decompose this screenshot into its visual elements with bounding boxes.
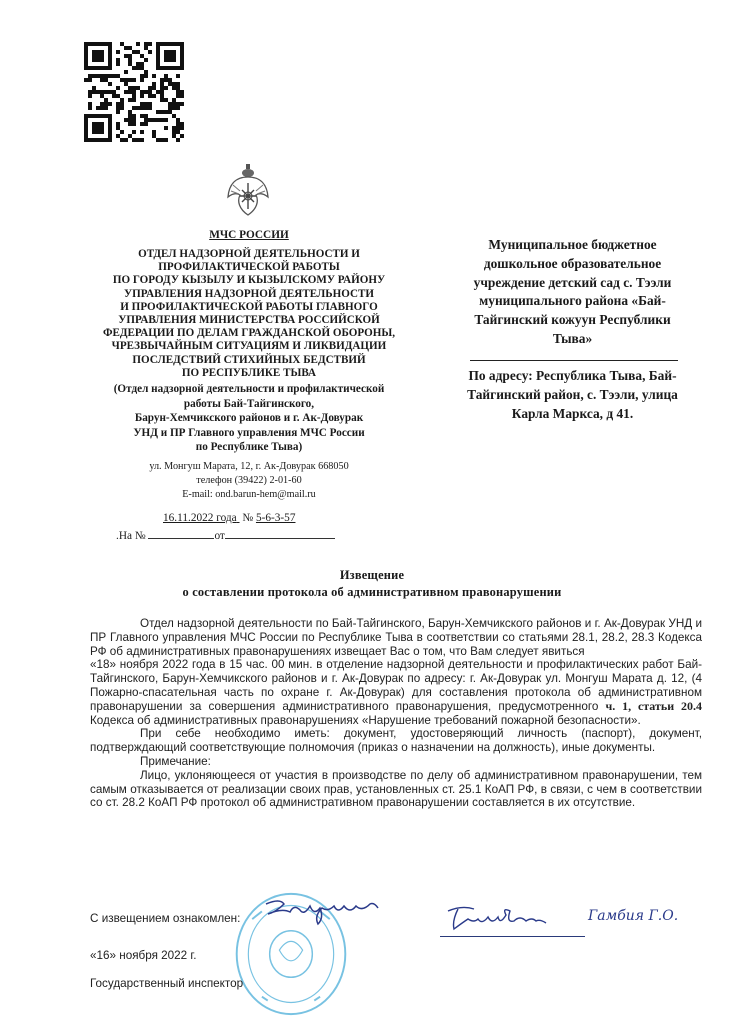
qr-module [160,94,164,98]
qr-module [108,90,112,94]
dept-line: ФЕДЕРАЦИИ ПО ДЕЛАМ ГРАЖДАНСКОЙ ОБОРОНЫ, [102,327,396,340]
qr-module [164,74,168,78]
dept-line: ПО ГОРОДУ КЫЗЫЛУ И КЫЗЫЛСКОМУ РАЙОНУ [112,274,386,287]
qr-module [100,94,104,98]
qr-module [132,118,136,122]
qr-module [148,90,152,94]
qr-module [180,122,184,126]
qr-module [152,74,156,78]
qr-module [172,134,176,138]
qr-module [160,118,164,122]
qr-module [140,74,144,78]
qr-module [116,110,120,114]
dept-line: УПРАВЛЕНИЯ МИНИСТЕРСТВА РОССИЙСКОЙ [118,314,380,327]
qr-module [88,78,92,82]
qr-module [172,98,176,102]
qr-module [156,110,160,114]
qr-module [168,82,172,86]
addressee-line: дошкольное образовательное [483,255,662,271]
qr-module [88,106,92,110]
qr-module [116,106,120,110]
qr-module [124,70,128,74]
qr-code [84,42,184,142]
acknowledged-date: «16» ноября 2022 г. [90,949,197,962]
qr-module [116,94,120,98]
qr-module [140,114,144,118]
qr-module [176,138,180,142]
qr-module [92,86,96,90]
qr-module [176,118,180,122]
title-line-1: Извещение [339,568,405,582]
qr-module [180,134,184,138]
ref-number-blank [148,528,214,539]
signature-full-name: Гамбия Г.О. [588,908,679,924]
qr-module [144,46,148,50]
qr-module [156,90,160,94]
qr-module [100,74,104,78]
qr-module [172,82,176,86]
qr-module [144,42,148,46]
qr-module [180,94,184,98]
qr-module [116,134,120,138]
qr-module [144,70,148,74]
qr-module [132,50,136,54]
qr-module [172,114,176,118]
qr-module [172,106,176,110]
paragraph-2 [90,658,702,727]
qr-module [124,46,128,50]
qr-module [100,90,104,94]
qr-module [148,50,152,54]
qr-module [120,130,124,134]
dept-line: ПОСЛЕДСТВИЙ СТИХИЙНЫХ БЕДСТВИЙ [132,353,366,366]
signature-name-icon [440,903,570,935]
qr-module [112,94,116,98]
address-line: По адресу: Республика Тыва, Бай- [468,368,677,383]
qr-module [152,134,156,138]
org-name: МЧС РОССИИ [209,229,289,241]
qr-module [140,102,144,106]
qr-module [148,102,152,106]
address-line: Карла Маркса, д 41. [511,405,634,421]
qr-module [160,90,164,94]
qr-module [160,82,164,86]
qr-module [152,86,156,90]
qr-module [168,110,172,114]
qr-module [176,86,180,90]
qr-module [104,106,108,110]
qr-module [88,102,92,106]
qr-module [172,126,176,130]
qr-module [136,138,140,142]
doc-number: 5-6-3-57 [255,512,296,524]
qr-module [116,62,120,66]
qr-module [160,78,164,82]
addressee-line: Тайгинский кожуун Республики [474,312,671,328]
addressee-line: Муниципальное бюджетное [488,237,657,252]
qr-module [172,102,176,106]
addressee-divider [470,360,678,361]
qr-module [152,94,156,98]
qr-module [156,118,160,122]
qr-module [164,78,168,82]
ref-label: .На № [116,530,146,542]
qr-module [96,74,100,78]
qr-module [148,42,152,46]
qr-module [140,94,144,98]
signature-underline [440,936,585,937]
qr-module [104,74,108,78]
qr-module [128,46,132,50]
qr-module [96,106,100,110]
p2-text-start: «18» ноября 2022 года в 15 час. 00 мин. в отделение надзорной деятельности и профилактических работ Бай-Тайгинского, Барун-Хемчикского районов и г. Ак-Довурак по адресу: г. Ак-Довурак ул. Монгуш Марата д. 12, (4 Пожарно-спасательная часть по охране г. Ак-Довурак) для составления протокола об административном правонарушении за совершения административного правонарушения, предусмотренного [90,658,702,713]
sub-dept-line: УНД и ПР Главного управления МЧС России [133,426,365,439]
qr-module [176,82,180,86]
qr-module [132,66,136,70]
qr-module [144,74,148,78]
qr-module [128,98,132,102]
qr-module [140,122,144,126]
qr-module [144,122,148,126]
qr-module [168,106,172,110]
sub-dept-line: по Республике Тыва) [195,441,303,453]
qr-module [84,78,88,82]
qr-module [132,106,136,110]
qr-module [136,86,140,90]
sender-address: ул. Монгуш Марата, 12, г. Ак-Довурак 668050 [149,461,349,472]
addressee-line: Тыва» [552,330,593,346]
qr-module [128,110,132,114]
doc-number-label: № [242,512,254,524]
qr-module [88,74,92,78]
qr-module [116,86,120,90]
qr-module [164,98,168,102]
qr-module [172,130,176,134]
qr-module [128,86,132,90]
dept-line: УПРАВЛЕНИЯ НАДЗОРНОЙ ДЕЯТЕЛЬНОСТИ [123,287,375,300]
dept-line: И ПРОФИЛАКТИЧЕСКОЙ РАБОТЫ ГЛАВНОГО [120,300,378,313]
qr-module [164,118,168,122]
qr-module [144,118,148,122]
qr-module [100,78,104,82]
qr-module [124,82,128,86]
qr-module [136,66,140,70]
qr-module [176,94,180,98]
qr-module [140,78,144,82]
p2-text-end: Кодекса об административных правонарушениях «Нарушение требований пожарной безопасности». [90,713,641,727]
qr-module [152,130,156,134]
qr-module [176,126,180,130]
qr-module [120,98,124,102]
qr-module [136,42,140,46]
dept-line: ОТДЕЛ НАДЗОРНОЙ ДЕЯТЕЛЬНОСТИ И [138,248,360,260]
qr-module [120,78,124,82]
qr-finder [92,50,104,62]
paragraph-3: При себе необходимо иметь: документ, удостоверяющий личность (паспорт), документ, подтверждающий соответствующие полномочия (приказ о назначении на должность), иные документы. [90,727,702,755]
paragraph-1: Отдел надзорной деятельности по Бай-Тайгинского, Барун-Хемчикского районов и г. Ак-Довурак УНД и ПР Главного управления МЧС России по Республике Тыва в соответствии со статьями 28.1, 28.2, 28.3 Кодекса РФ об административных правонарушениях извещает Вас о том, что Вам следует явиться [90,617,702,658]
qr-module [136,62,140,66]
signature-head-icon [262,896,382,926]
qr-module [140,90,144,94]
qr-module [152,82,156,86]
qr-module [124,138,128,142]
qr-module [124,78,128,82]
qr-module [132,78,136,82]
qr-module [112,90,116,94]
qr-module [164,126,168,130]
doc-date: 16.11.2022 года [163,512,237,524]
qr-module [140,54,144,58]
qr-module [128,114,132,118]
document-title [0,567,744,600]
reference-line [116,528,335,542]
qr-module [116,74,120,78]
qr-module [136,106,140,110]
qr-module [136,50,140,54]
qr-module [116,102,120,106]
qr-module [92,90,96,94]
addressee-address [440,367,705,423]
sender-phone: телефон (39422) 2-01-60 [196,474,302,486]
qr-module [128,58,132,62]
p2-bold-article: ч. 1, статьи 20.4 [605,698,702,713]
dept-line: ПО РЕСПУБЛИКЕ ТЫВА [181,366,317,379]
qr-module [172,86,176,90]
qr-module [96,90,100,94]
qr-module [120,42,124,46]
qr-module [132,122,136,126]
dept-line: ПРОФИЛАКТИЧЕСКОЙ РАБОТЫ [158,261,340,274]
qr-module [180,90,184,94]
emchs-emblem-icon [225,163,271,217]
qr-module [176,106,180,110]
qr-module [180,102,184,106]
qr-module [132,86,136,90]
department-name [88,248,410,380]
qr-module [88,94,92,98]
note-label: Примечание: [140,754,211,768]
qr-module [168,78,172,82]
sender-email[interactable]: E-mail: ond.barun-hem@mail.ru [182,488,316,500]
qr-module [144,90,148,94]
qr-module [132,114,136,118]
qr-module [144,106,148,110]
qr-module [108,74,112,78]
document-body [90,617,702,810]
qr-module [132,90,136,94]
qr-module [104,98,108,102]
sub-dept-line: работы Бай-Тайгинского, [183,397,315,410]
qr-module [124,90,128,94]
qr-module [148,86,152,90]
qr-module [116,122,120,126]
dept-line: ЧРЕЗВЫЧАЙНЫМ СИТУАЦИЯМ И ЛИКВИДАЦИИ [111,340,387,353]
qr-module [140,106,144,110]
qr-module [132,94,136,98]
qr-module [116,126,120,130]
acknowledged-label: С извещением ознакомлен: [90,912,241,925]
qr-finder [92,122,104,134]
qr-module [100,106,104,110]
contacts-block [88,460,410,501]
qr-module [176,102,180,106]
sub-dept-line: Барун-Хемчикского районов и г. Ак-Довурак [134,412,364,424]
qr-module [128,78,132,82]
qr-module [144,102,148,106]
qr-module [128,118,132,122]
qr-module [128,134,132,138]
addressee-line: муниципального района «Бай- [479,293,666,309]
qr-module [176,122,180,126]
qr-module [176,74,180,78]
qr-module [164,86,168,90]
qr-module [112,74,116,78]
address-line: Тайгинский район, с. Тээли, улица [467,386,678,402]
qr-module [152,118,156,122]
qr-module [160,98,164,102]
qr-module [120,102,124,106]
qr-module [124,118,128,122]
inspector-label: Государственный инспектор [90,977,244,990]
qr-module [92,74,96,78]
qr-module [168,102,172,106]
qr-module [132,130,136,134]
qr-module [140,62,144,66]
qr-module [180,126,184,130]
qr-module [148,106,152,110]
ref-from-label: от [214,530,225,542]
qr-module [128,62,132,66]
qr-module [104,78,108,82]
addressee [440,236,705,349]
qr-module [164,110,168,114]
sub-department-name [88,382,410,455]
paragraph-4: Лицо, уклоняющееся от участия в производстве по делу об административном правонарушении, тем самым отказывается от реализации своих прав, установленных ст. 25.1 КоАП РФ, в связи, с чем в соответствии со ст. 28.2 КоАП РФ протокол об административном правонарушении составляется в их отсутствие. [90,768,702,810]
qr-module [160,86,164,90]
qr-module [148,94,152,98]
qr-module [148,118,152,122]
qr-module [124,54,128,58]
qr-module [160,138,164,142]
qr-module [132,98,136,102]
qr-module [116,58,120,62]
qr-module [108,82,112,86]
qr-module [164,138,168,142]
qr-module [156,138,160,142]
doc-date-number [163,512,295,524]
qr-module [140,138,144,142]
addressee-line: учреждение детский сад с. Тээли [473,274,672,290]
qr-module [140,66,144,70]
qr-module [176,130,180,134]
qr-module [144,58,148,62]
qr-module [116,50,120,54]
ref-date-blank [225,528,335,539]
qr-module [132,138,136,142]
qr-module [120,138,124,142]
qr-module [108,102,112,106]
title-line-2: о составлении протокола об административном правонарушении [182,584,562,599]
qr-module [144,114,148,118]
qr-module [160,110,164,114]
qr-module [176,90,180,94]
qr-module [88,90,92,94]
qr-module [140,130,144,134]
qr-module [128,54,132,58]
qr-finder [164,50,176,62]
qr-module [104,90,108,94]
sub-dept-line: (Отдел надзорной деятельности и профилактической [113,383,385,395]
qr-module [128,90,132,94]
qr-module [104,102,108,106]
qr-module [128,122,132,126]
qr-module [120,106,124,110]
qr-module [100,102,104,106]
